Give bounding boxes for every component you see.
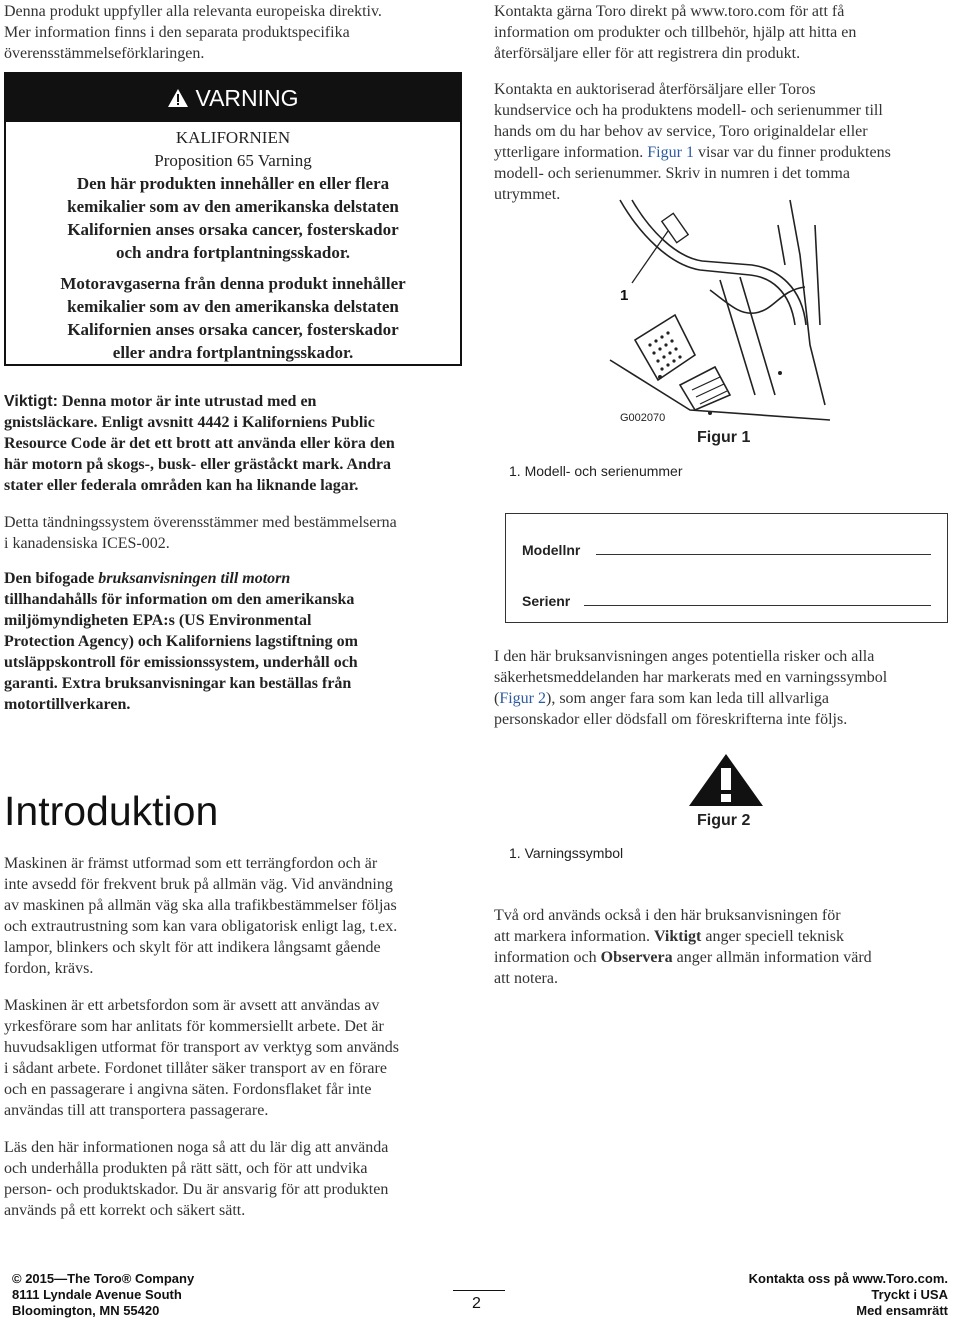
intro-paragraph-2: Maskinen är ett arbetsfordon som är avsett att användas av yrkesförare som har anlitats för kommersiellt arbete. Det är huvudsakligen utformat för transport av verktyg som används i sådant arbete. Fordonet tillåter säker transport av en förare och en passagerare i angivna säten. Fordonsflaket får inte användas till att transportera passagerare. — [4, 997, 400, 1119]
ices-note: Detta tändningssystem överensstämmer med bestämmelserna i kanadensiska ICES-002. — [4, 514, 397, 552]
accelerator-pedal — [635, 315, 695, 380]
dealer-paragraph: Kontakta en auktoriserad återförsäljare eller Toros kundservice och ha produktens modell- och serienummer till hands om du har behov av service, Toro originaldelar eller ytterligare information. Figur 1 visar var du finner produktens modell- och serienummer. Skriv in numren i det tomma utrymmet. — [494, 81, 891, 203]
term-viktigt: Viktigt — [653, 928, 702, 945]
warning-triangle-icon — [167, 88, 189, 108]
warning-header-text: VARNING — [195, 84, 299, 111]
figure-2-caption: 1. Varningssymbol — [509, 845, 624, 861]
important-spark-arrester: Viktigt: Denna motor är inte utrustad med en gnistsläckare. Enligt avsnitt 4442 i Kaliforniens Public Resource Code är det ett brott att använda eller köra den här motorn på skogs-, busk- eller gräståckt mark. Andra stater eller federala områden kan ha liknande lagar. — [4, 393, 395, 494]
callout-leader — [632, 231, 668, 283]
serial-number-field[interactable] — [584, 605, 931, 606]
figure-1-caption: 1. Modell- och serienummer — [509, 463, 683, 479]
figure-2-warning-symbol — [687, 752, 765, 808]
serial-number-label: Serienr — [522, 593, 571, 609]
footer-page-rule — [453, 1290, 505, 1291]
footer-page-number: 2 — [472, 1295, 481, 1312]
footer-company-address: © 2015—The Toro® Company 8111 Lyndale Avenue South Bloomington, MN 55420 — [12, 1271, 195, 1318]
model-serial-entry-box — [505, 513, 948, 623]
figure-2-label: Figur 2 — [697, 812, 751, 829]
warning-para-product: Den här produkten innehåller en eller flera kemikalier som av den amerikanska delstaten Kalifornien anses orsaka cancer, fosterskador och andra fortplantningsskador. — [67, 174, 399, 262]
warning-title-state: KALIFORNIEN — [175, 128, 291, 147]
signal-words-paragraph: Två ord används också i den här bruksanvisningen för att markera information. Viktigt anger speciell teknisk information och Observera anger allmän information värd att notera. — [494, 907, 872, 987]
warning-header — [6, 74, 460, 122]
section-heading-introduktion: Introduktion — [4, 788, 219, 834]
warning-para-exhaust: Motoravgaserna från denna produkt innehåller kemikalier som av den amerikanska delstaten Kalifornien anses orsaka cancer, fosterskador eller andra fortplantningsskador. — [60, 274, 406, 362]
prop65-warning-box — [4, 72, 462, 366]
intro-paragraph-3: Läs den här informationen noga så att du lär dig att använda och underhålla produkten på rätt sätt, och för att undvika person- och produktskador. Du är ansvarig för att produkten används på ett korrekt och säkert sätt. — [4, 1139, 389, 1219]
footer-contact: Kontakta oss på www.Toro.com. Tryckt i USA Med ensamrätt — [748, 1271, 948, 1318]
safety-symbol-paragraph: I den här bruksanvisningen anges potentiella risker och alla säkerhetsmeddelanden har markerats med en varningssymbol (Figur 2), som anger fara som kan leda till allvarliga personskador eller dödsfall om föreskrifterna inte följs. — [494, 648, 888, 728]
figure-1-callout-number: 1 — [620, 287, 629, 304]
epa-note: Den bifogade bruksanvisningen till motorn tillhandahålls för information om den amerikanska miljömyndigheten EPA:s (US Environmental Protection Agency) och Kaliforniens lagstiftning om utsläppskontroll för emissionssystem, underhåll och garanti. Extra bruksanvisningar kan beställas från motortillverkaren. — [4, 570, 358, 713]
serial-plate — [662, 213, 688, 242]
figure-2-link[interactable]: Figur 2 — [499, 690, 546, 707]
engine-manual-ref: bruksanvisningen till motorn — [98, 570, 291, 587]
brake-pedal — [680, 367, 730, 410]
figure-1-code: G002070 — [620, 412, 666, 424]
figure-1-label: Figur 1 — [697, 429, 751, 446]
important-label: Viktigt: — [4, 393, 58, 410]
warning-body — [6, 122, 460, 364]
model-number-label: Modellnr — [522, 542, 581, 558]
term-observera: Observera — [600, 949, 673, 966]
model-number-field[interactable] — [596, 554, 931, 555]
intro-paragraph-1: Maskinen är främst utformad som ett terrängfordon och är inte avsedd för frekvent bruk på allmän väg. Vid användning av maskinen på allmän väg ska alla trafikbestämmelser följas och extrautrustning som kan vara obligatorisk enligt lag, t.ex. lampor, blinkers och skylt för att indikera långsamt gående fordon, krävs. — [4, 855, 398, 977]
warning-title-prop: Proposition 65 Varning — [154, 151, 312, 170]
figure-1-link[interactable]: Figur 1 — [647, 144, 694, 161]
steering-column — [720, 277, 775, 395]
eu-directive-note: Denna produkt uppfyller alla relevanta europeiska direktiv. Mer information finns i den separata produktspecifika överensstämmelseförklaringen. — [4, 3, 382, 62]
contact-toro-paragraph: Kontakta gärna Toro direkt på www.toro.com för att få information om produkter och tillbehör, hjälp att hitta en återförsäljare eller för att registrera din produkt. — [494, 3, 857, 62]
figure-1-illustration — [580, 195, 840, 430]
